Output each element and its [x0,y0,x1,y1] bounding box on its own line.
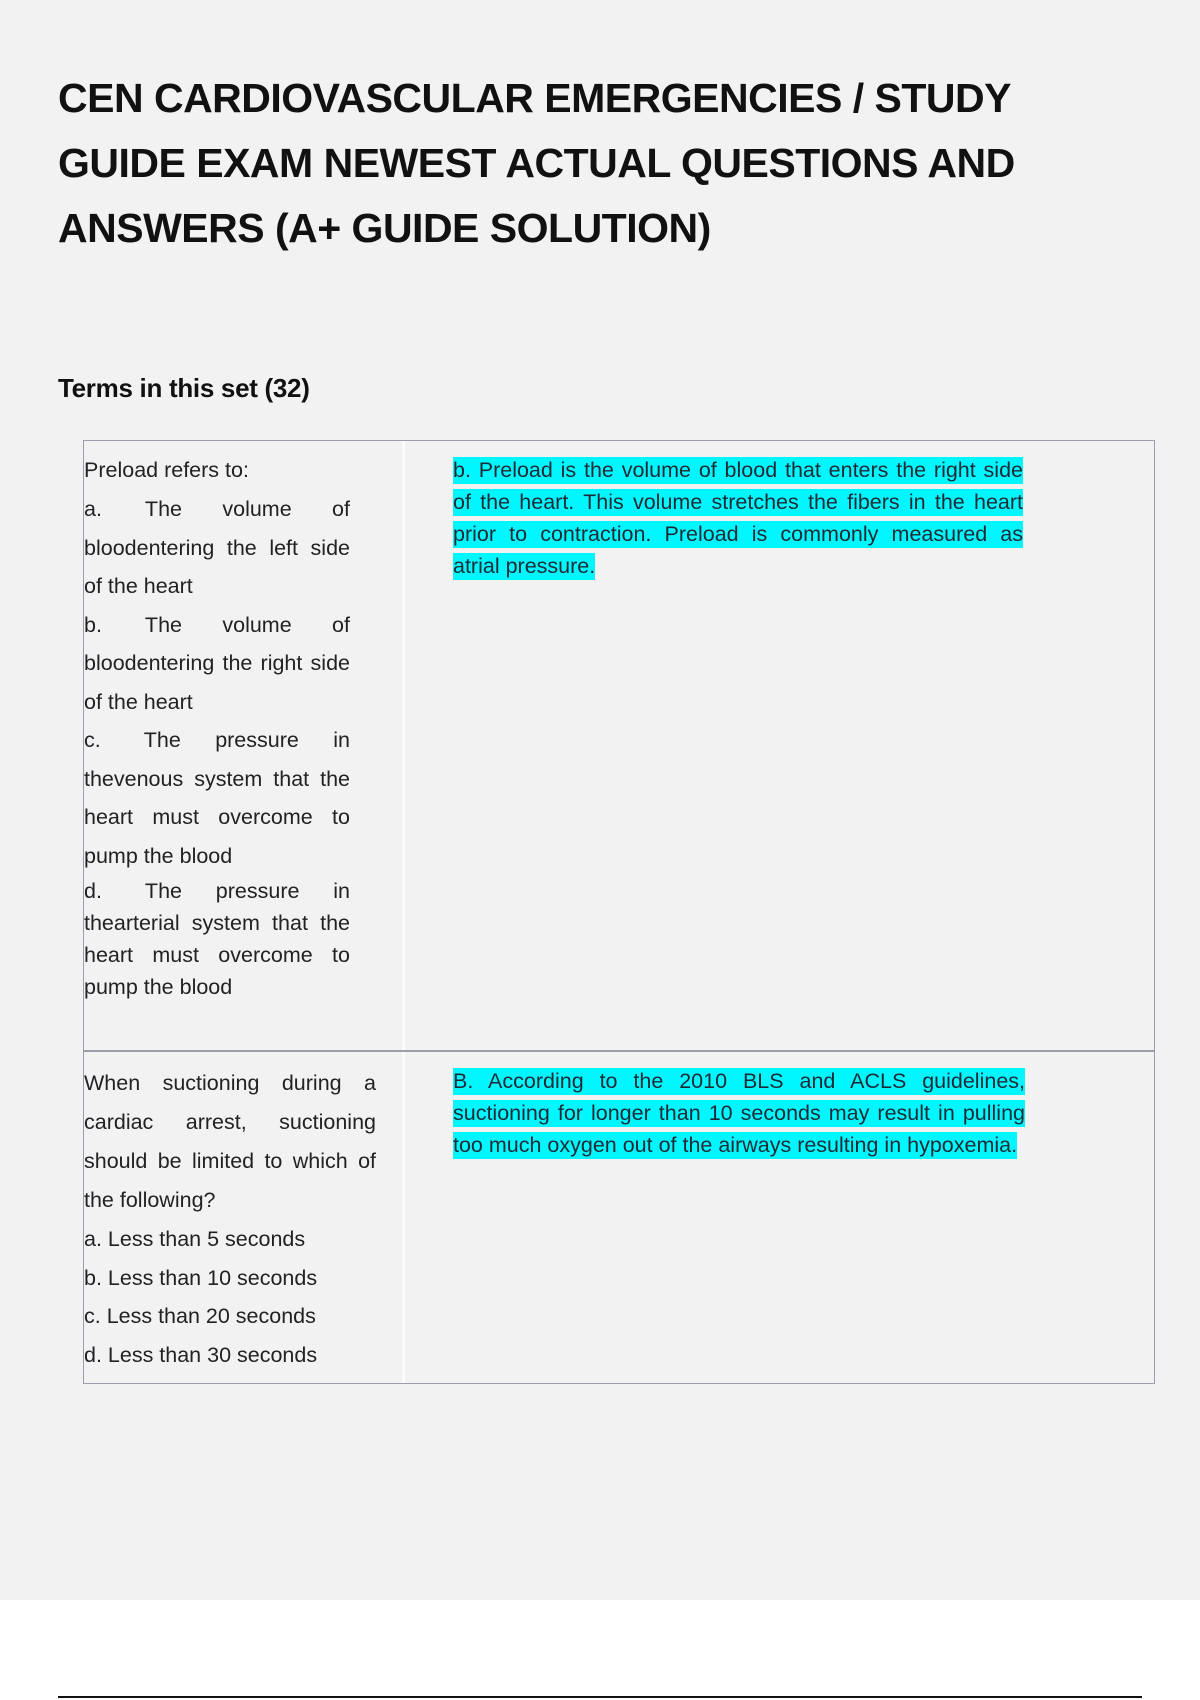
term-row [84,1050,1154,1383]
footer-divider [58,1696,1142,1698]
term-answer-wrap [453,454,1023,582]
term-question: Preload refers to: [84,458,249,482]
term-row [84,441,1154,1050]
term-option-a: a. Less than 5 seconds [84,1227,306,1251]
term-option-c: c. Less than 20 seconds [84,1304,316,1328]
term-question: When suctioning during a cardiac arrest, suctioning should be limited to which of the following? [84,1071,376,1212]
term-option-c: c. The pressure in thevenous system that the heart must overcome to pump the blood [84,728,350,868]
term-option-d: d. The pressure in thearterial system that the heart must overcome to pump the blood [84,879,350,999]
terms-table [83,440,1155,1384]
terms-set-heading: Terms in this set (32) [58,373,310,403]
term-answer-highlight: B. According to the 2010 BLS and ACLS guidelines, suctioning for longer than 10 seconds may result in pulling too much oxygen out of the airways resulting in hypoxemia. [453,1069,1025,1157]
term-option-b: b. Less than 10 seconds [84,1265,318,1290]
term-answer-cell [84,441,1154,582]
term-option-d: d. Less than 30 seconds [84,1342,318,1367]
term-answer-highlight: b. Preload is the volume of blood that enters the right side of the heart. This volume stretches the fibers in the heart prior to contraction. Preload is commonly measured as atrial pressure. [453,458,1023,578]
term-answer-wrap [453,1065,1025,1161]
term-option-a: a. The volume of bloodentering the left side of the heart [84,497,350,598]
document-title: CEN CARDIOVASCULAR EMERGENCIES / STUDY GUIDE EXAM NEWEST ACTUAL QUESTIONS AND ANSWERS (A+ GUIDE SOLUTION) [58,75,1015,251]
term-answer-cell [84,1052,1154,1161]
term-option-b: b. The volume of bloodentering the right side of the heart [84,612,350,714]
